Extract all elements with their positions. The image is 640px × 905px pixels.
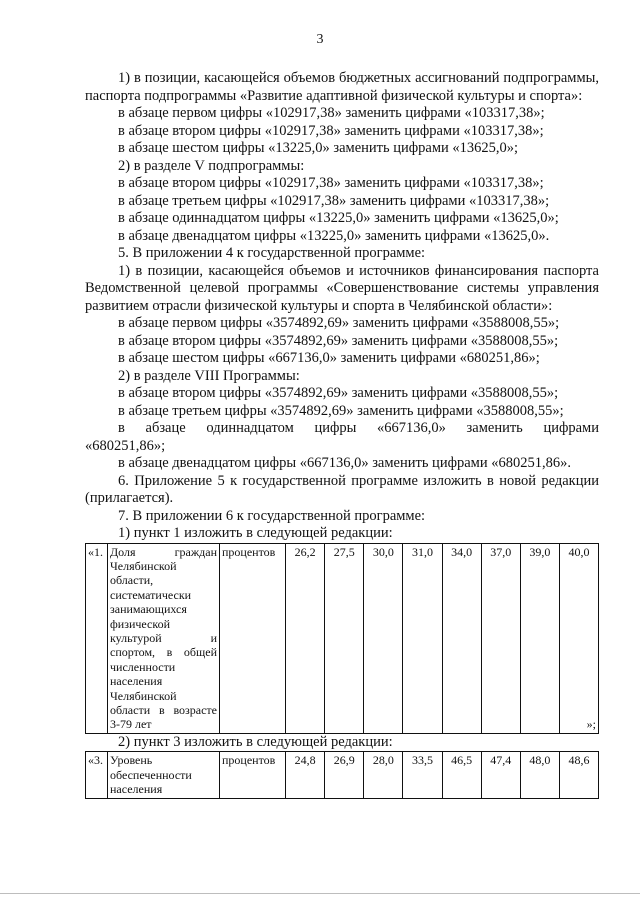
paragraph: в абзаце двенадцатом цифры «667136,0» заменить цифрами «680251,86». [118,455,571,471]
paragraph: 1) в позиции, касающейся объемов бюджетных ассигнований подпрограммы, паспорта подпрограммы «Развитие адаптивной физической культуры и спорта»: [85,70,599,104]
value-cell: 24,8 [286,752,325,799]
paragraph: 2) в разделе V подпрограммы: [118,157,305,174]
value-cell: 48,0 [520,752,559,799]
indicator-name-text: Доля граждан Челябинской области, систематически занимающихся физической культурой и спортом, в общей численности населения Челябинской области в возрасте 3-79 лет [110,544,217,732]
paragraph: 1) пункт 1 изложить в следующей редакции: [118,525,393,541]
unit-cell: процентов [220,752,286,799]
value-cell: 39,0 [520,543,559,733]
paragraph: в абзаце двенадцатом цифры «13225,0» заменить цифрами «13625,0». [118,227,550,244]
paragraph: в абзаце шестом цифры «13225,0» заменить цифрами «13625,0»; [118,140,519,156]
word: заменить [466,420,523,436]
table-row [86,752,599,799]
paragraph: в абзаце втором цифры «102917,38» заменить цифрами «103317,38»; [118,122,544,139]
indicator-table-2 [85,751,599,799]
row-number: «1. [86,543,108,733]
value-cell: 46,5 [442,752,481,799]
value-cell: 33,5 [403,752,442,799]
value-cell: 30,0 [364,543,403,733]
row-number: «3. [86,752,108,799]
indicator-name: Уровень обеспеченности населения [108,752,220,799]
word: абзаце [145,420,186,436]
paragraph: 2) в разделе VIII Программы: [118,367,300,384]
document-body [85,70,599,799]
paragraph: в абзаце одиннадцатом цифры «13225,0» заменить цифрами «13625,0»; [118,210,559,226]
word: одиннадцатом [206,420,294,436]
paragraph: «680251,86»; [85,437,166,454]
value-cell: 26,9 [325,752,364,799]
paragraph: 6. Приложение 5 к государственной программе изложить в новой редакции (прилагается). [85,472,599,506]
value-cell: 27,5 [325,543,364,733]
unit-cell: процентов [220,543,286,733]
value-cell: 28,0 [364,752,403,799]
table-row [86,543,599,733]
paragraph: в абзаце втором цифры «3574892,69» заменить цифрами «3588008,55»; [118,332,559,349]
paragraph: в абзаце третьем цифры «102917,38» заменить цифрами «103317,38»; [118,192,550,209]
page-number: 3 [316,32,324,47]
paragraph: 5. В приложении 4 к государственной программе: [118,245,426,261]
paragraph: 1) в позиции, касающейся объемов и источников финансирования паспорта Ведомственной целевой программы «Совершенствование системы управления развитием отрасли физической культуры и спорта в Челябинской области»: [85,262,599,314]
page-bottom-divider [0,893,640,894]
paragraph: в абзаце втором цифры «102917,38» заменить цифрами «103317,38»; [118,175,544,191]
word: цифрами [543,420,599,436]
value-cell: 48,6 [559,752,598,799]
indicator-name [108,543,220,733]
paragraph: в абзаце шестом цифры «667136,0» заменить цифрами «680251,86»; [118,350,540,366]
paragraph: в абзаце первом цифры «3574892,69» заменить цифрами «3588008,55»; [118,315,560,331]
closing-quote-mark: »; [586,717,596,732]
value-cell: 26,2 [286,543,325,733]
value-text: 40,0 [568,544,590,559]
paragraph: в абзаце втором цифры «3574892,69» заменить цифрами «3588008,55»; [118,385,559,401]
paragraph: 2) пункт 3 изложить в следующей редакции: [118,733,393,750]
word: «667136,0» [377,420,446,436]
value-cell: 31,0 [403,543,442,733]
value-cell: 34,0 [442,543,481,733]
word: цифры [314,420,357,436]
value-cell: 47,4 [481,752,520,799]
value-cell [559,543,598,733]
value-cell: 37,0 [481,543,520,733]
paragraph: 7. В приложении 6 к государственной программе: [118,507,426,524]
paragraph-spread-line [85,420,599,438]
paragraph: в абзаце первом цифры «102917,38» заменить цифрами «103317,38»; [118,105,545,121]
indicator-table-1 [85,543,599,734]
word: в [118,420,125,436]
paragraph: в абзаце третьем цифры «3574892,69» заменить цифрами «3588008,55»; [118,402,564,419]
